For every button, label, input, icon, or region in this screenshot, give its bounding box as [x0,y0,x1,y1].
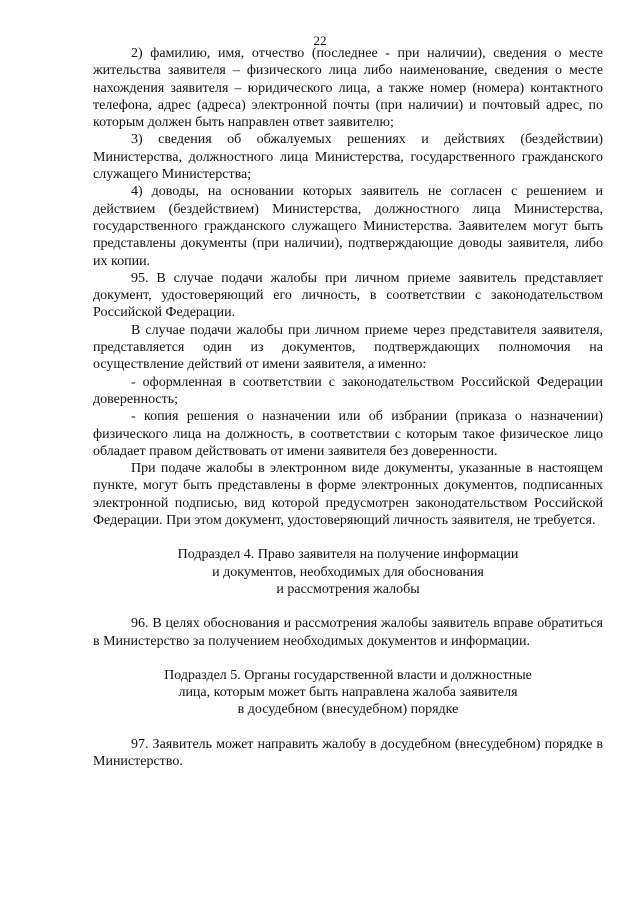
paragraph-representative: В случае подачи жалобы при личном приеме через представителя заявителя, представляется один из документов, подтверждающих полномочия на осуществление действий от имени заявителя, а именно: [93,322,603,373]
heading-line: и рассмотрения жалобы [276,581,420,597]
paragraph-electronic-submission: При подаче жалобы в электронном виде документы, указанные в настоящем пункте, могут быть представлены в форме электронных документов, подписанных электронной подписью, вид которой предусмотрен законодательством Российской Федерации. При этом документ, удостоверяющий личность заявителя, не требуется. [93,461,603,529]
heading-line: и документов, необходимых для обоснования [212,564,484,580]
document-body [93,45,603,770]
paragraph-97: 97. Заявитель может направить жалобу в досудебном (внесудебном) порядке в Министерство. [93,736,603,769]
list-item-appointment-copy: - копия решения о назначении или об избрании (приказа о назначении) физического лица на должность, в соответствии с которым такое физическое лицо обладает правом действовать от имени заявителя без доверенности. [93,409,603,459]
heading-line: лица, которым может быть направлена жалоба заявителя [178,685,518,701]
paragraph-95: 95. В случае подачи жалобы при личном приеме заявитель представляет документ, удостоверяющий его личность, в соответствии с законодательством Российской Федерации. [93,270,603,321]
heading-line: Подраздел 5. Органы государственной власти и должностные [164,667,532,683]
paragraph-item-4: 4) доводы, на основании которых заявитель не согласен с решением и действием (бездействием) Министерства, должностного лица Министерства, государственного гражданского служащего Министерства. Заявителем могут быть представлены документы (при наличии), подтверждающие доводы заявителя, либо их копии. [93,184,603,269]
paragraph-item-2: 2) фамилию, имя, отчество (последнее - при наличии), сведения о месте жительства заявителя – физического лица либо наименование, сведения о месте нахождения заявителя – юридического лица, а также номер (номера) контактного телефона, адрес (адреса) электронной почты (при наличии) и почтовый адрес, по которым должен быть направлен ответ заявителю; [93,46,603,131]
list-item-power-of-attorney: - оформленная в соответствии с законодательством Российской Федерации доверенность; [93,374,603,407]
paragraph-96: 96. В целях обоснования и рассмотрения жалобы заявитель вправе обратиться в Министерство за получением необходимых документов и информации. [93,616,603,649]
subsection-4-heading [93,546,603,598]
page-number: 22 [313,33,327,48]
heading-line: в досудебном (внесудебном) порядке [237,702,459,718]
subsection-5-heading [93,667,603,719]
paragraph-item-3: 3) сведения об обжалуемых решениях и действиях (бездействии) Министерства, должностного лица Министерства, государственного гражданского служащего Министерства; [93,132,603,183]
heading-line: Подраздел 4. Право заявителя на получение информации [177,547,519,563]
